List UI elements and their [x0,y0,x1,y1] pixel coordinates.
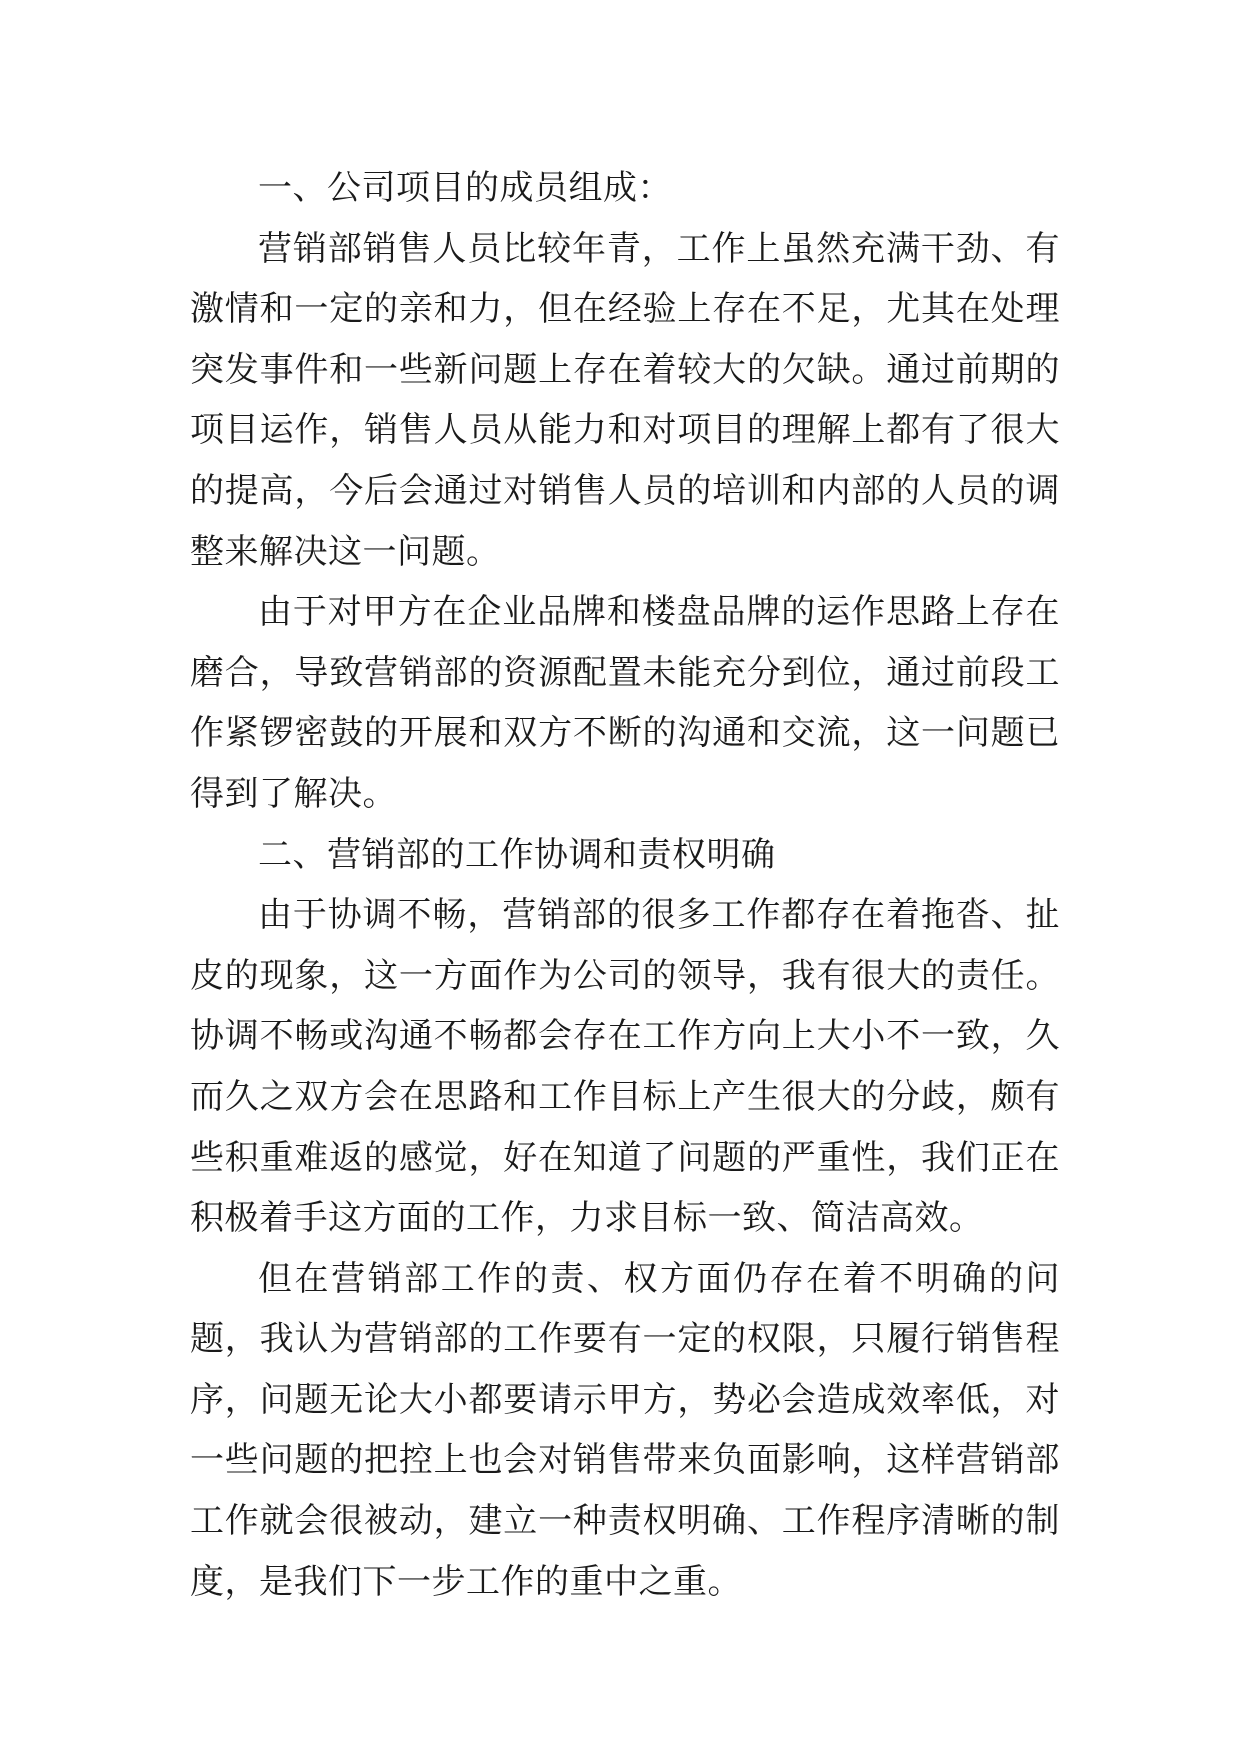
section-heading-2: 二、营销部的工作协调和责权明确 [258,834,776,875]
paragraph-staff-composition: 营销部销售人员比较年青，工作上虽然充满干劲、有激情和一定的亲和力，但在经验上存在不足，尤其在处理突发事件和一些新问题上存在着较大的欠缺。通过前期的项目运作，销售人员从能力和对项目的理解上都有了很大的提高，今后会通过对销售人员的培训和内部的人员的调整来解决这一问题。 [190,228,1060,572]
paragraph-resource-allocation: 由于对甲方在企业品牌和楼盘品牌的运作思路上存在磨合，导致营销部的资源配置未能充分到位，通过前段工作紧锣密鼓的开展和双方不断的沟通和交流，这一问题已得到了解决。 [190,592,1060,814]
paragraph-coordination: 由于协调不畅，营销部的很多工作都存在着拖沓、扯皮的现象，这一方面作为公司的领导，我有很大的责任。协调不畅或沟通不畅都会存在工作方向上大小不一致，久而久之双方会在思路和工作目标上产生很大的分歧，颇有些积重难返的感觉，好在知道了问题的严重性，我们正在积极着手这方面的工作，力求目标一致、简洁高效。 [190,895,1060,1239]
document-body [190,158,1060,1612]
section-heading-1: 一、公司项目的成员组成： [258,168,672,208]
paragraph-responsibility: 但在营销部工作的责、权方面仍存在着不明确的问题，我认为营销部的工作要有一定的权限，只履行销售程序，问题无论大小都要请示甲方，势必会造成效率低，对一些问题的把控上也会对销售带来负面影响，这样营销部工作就会很被动，建立一种责权明确、工作程序清晰的制度，是我们下一步工作的重中之重。 [190,1258,1060,1602]
